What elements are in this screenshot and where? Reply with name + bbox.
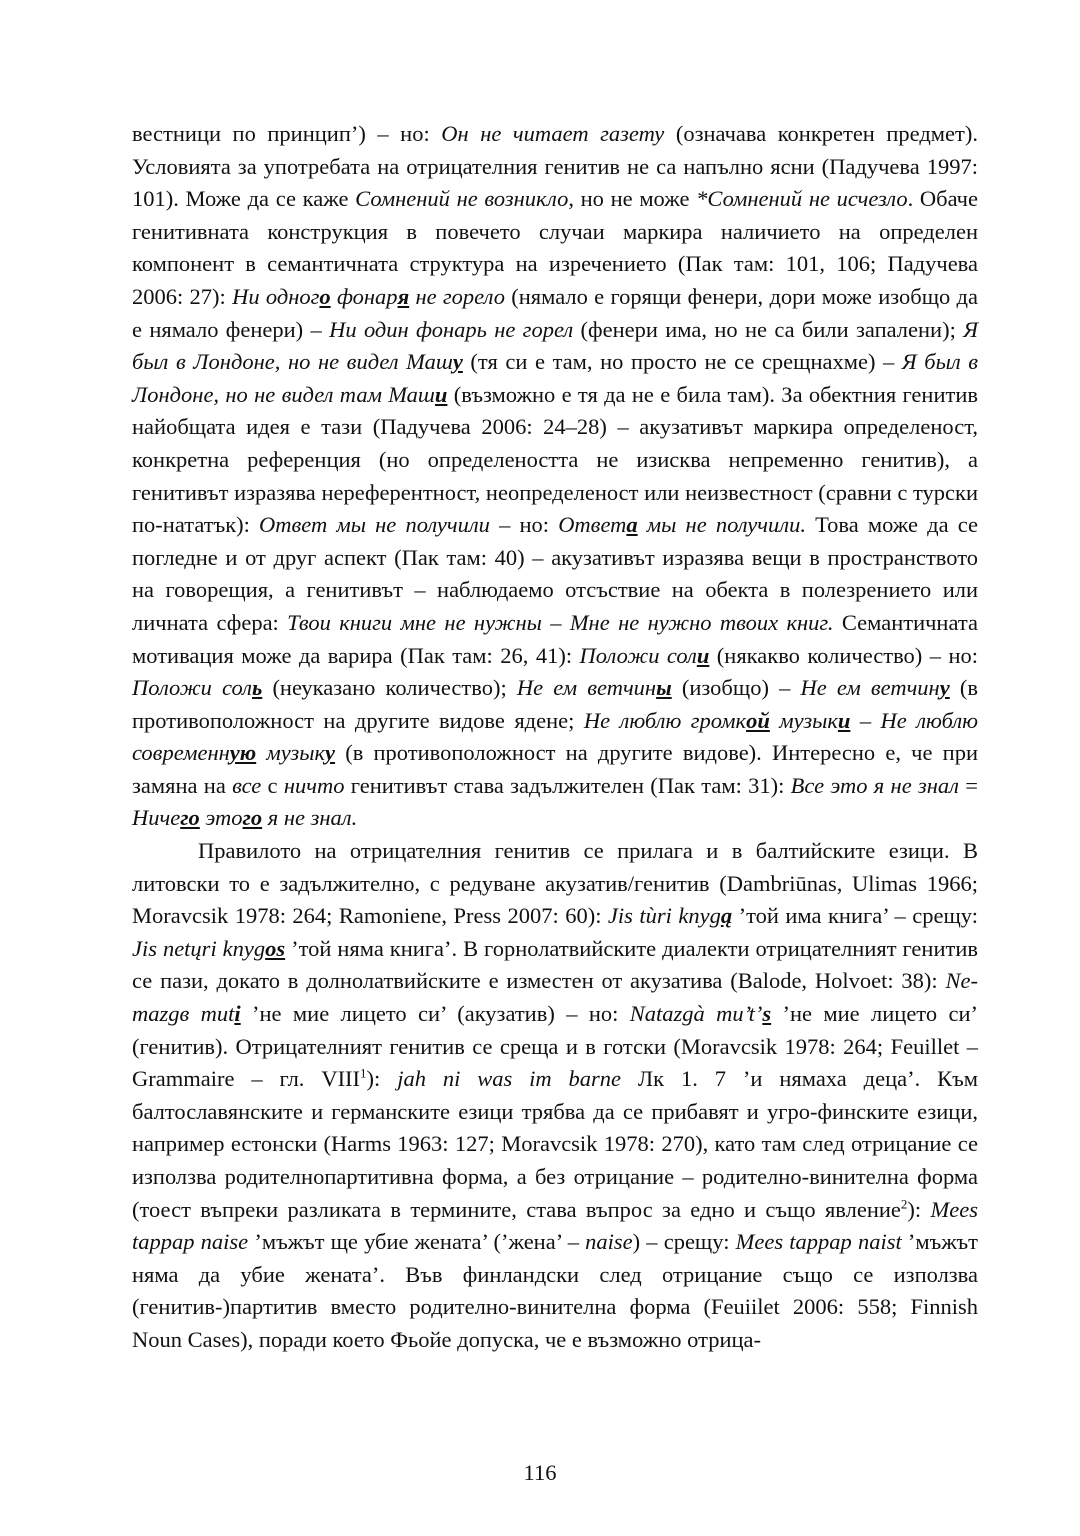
page-number: 116 [523,1460,557,1485]
footnote-ref-2[interactable]: 2 [900,1196,908,1212]
document-page [132,118,978,1357]
paragraph-1: вестници по принцип’) – но: Он не читает газету (означава конкретен предмет). Условията за употребата на отрицателния генитив не са напълно ясни (Падучева 1997: 101). Може да се каже Сомнений не возникло, но не може *Сомнений не исчезло. Обаче генитивната конструкция в повечето случаи маркира наличието на определен компонент в семантичната структура на изречението (Пак там: 101, 106; Падучева 2006: 27): Ни одного фонаря не горело (нямало е горящи фенери, дори може изобщо да е нямало фенери) – Ни один фонарь не горел (фенери има, но не са били запалени); Я был в Лондоне, но не видел Машу (тя си е там, но просто не се срещнахме) – Я был в Лондоне, но не видел там Маши (възможно е тя да не е била там). За обектния генитив найобщата идея е тази (Падучева 2006: 24–28) – акузативът маркира определеност, конкретна референция (но определеността не изисква непременно генитив), а генитивът изразява нереферентност, неопределеност или неизвестност (сравни с турски по-нататък): Ответ мы не получили – но: Ответа мы не получили. Това може да се погледне и от друг аспект (Пак там: 40) – акузативът изразява вещи в пространството на говорещия, а генитивът – наблюдаемо отсъствие на обекта в полезрението или личната сфера: Твои книги мне не нужны – Мне не нужно твоих книг. Семантичната мотивация може да варира (Пак там: 26, 41): Положи соли (някакво количество) – но: Положи соль (неуказано количество); Не ем ветчины (изобщо) – Не ем ветчину (в противоположност на другите видове ядене; Не люблю громкой музыки – Не люблю современную музыку (в противоположност на другите видове). Интересно е, че при замяна на все с ничто генитивът става задължителен (Пак там: 31): Все это я не знал = Ничего этого я не знал. [132,121,979,831]
paragraph-2: Правилото на отрицателния генитив се прилага и в балтийските езици. В литовски то е задължително, с редуване акузатив/генитив (Dambriūnas, Ulimas 1966; Moravcsik 1978: 264; Ramoniene, Press 2007: 60): Jis tùri knygą ’той има книга’ – срещу: Jis netųri knygos ’той няма книга’. В горнолатвийските диалекти отрицателният генитив се пази, докато в долнолатвийските е изместен от акузатива (Balode, Holvoet: 38): Ne-mazgв muti ’не мие лицето си’ (акузатив) – но: Natazgà mu’t’s ’не мие лицето си’ (генитив). Отрицателният генитив се среща и в готски (Moravcsik 1978: 264; Feuillet – Grammaire – гл. VIII$^1$): jah ni was im barne Лк 1. 7 ’и нямаха деца’. Към балтославянските и германските езици трябва да се прибавят и угро-финските езици, например естонски (Harms 1963: 127; Moravcsik 1978: 270), като там след отрицание се използва родителнопартитивна форма, а без отрицание – родително-винителна форма (тоест въпреки разликата в термините, става въпрос за едно и също явление$^2$): Mees tappap naise ’мъжът ще убие жената’ (’жена’ – naise) – срещу: Mees tappap naist ’мъжът няма да убие жената’. Във финландски след отрицание също се използва (генитив-)партитив вместо родително-винителна форма (Feuiilet 2006: 558; Finnish Noun Cases), поради което Фьойе допуска, че е възможно отрица- [132,838,979,1352]
footnote-ref-1[interactable]: 1 [360,1065,367,1081]
